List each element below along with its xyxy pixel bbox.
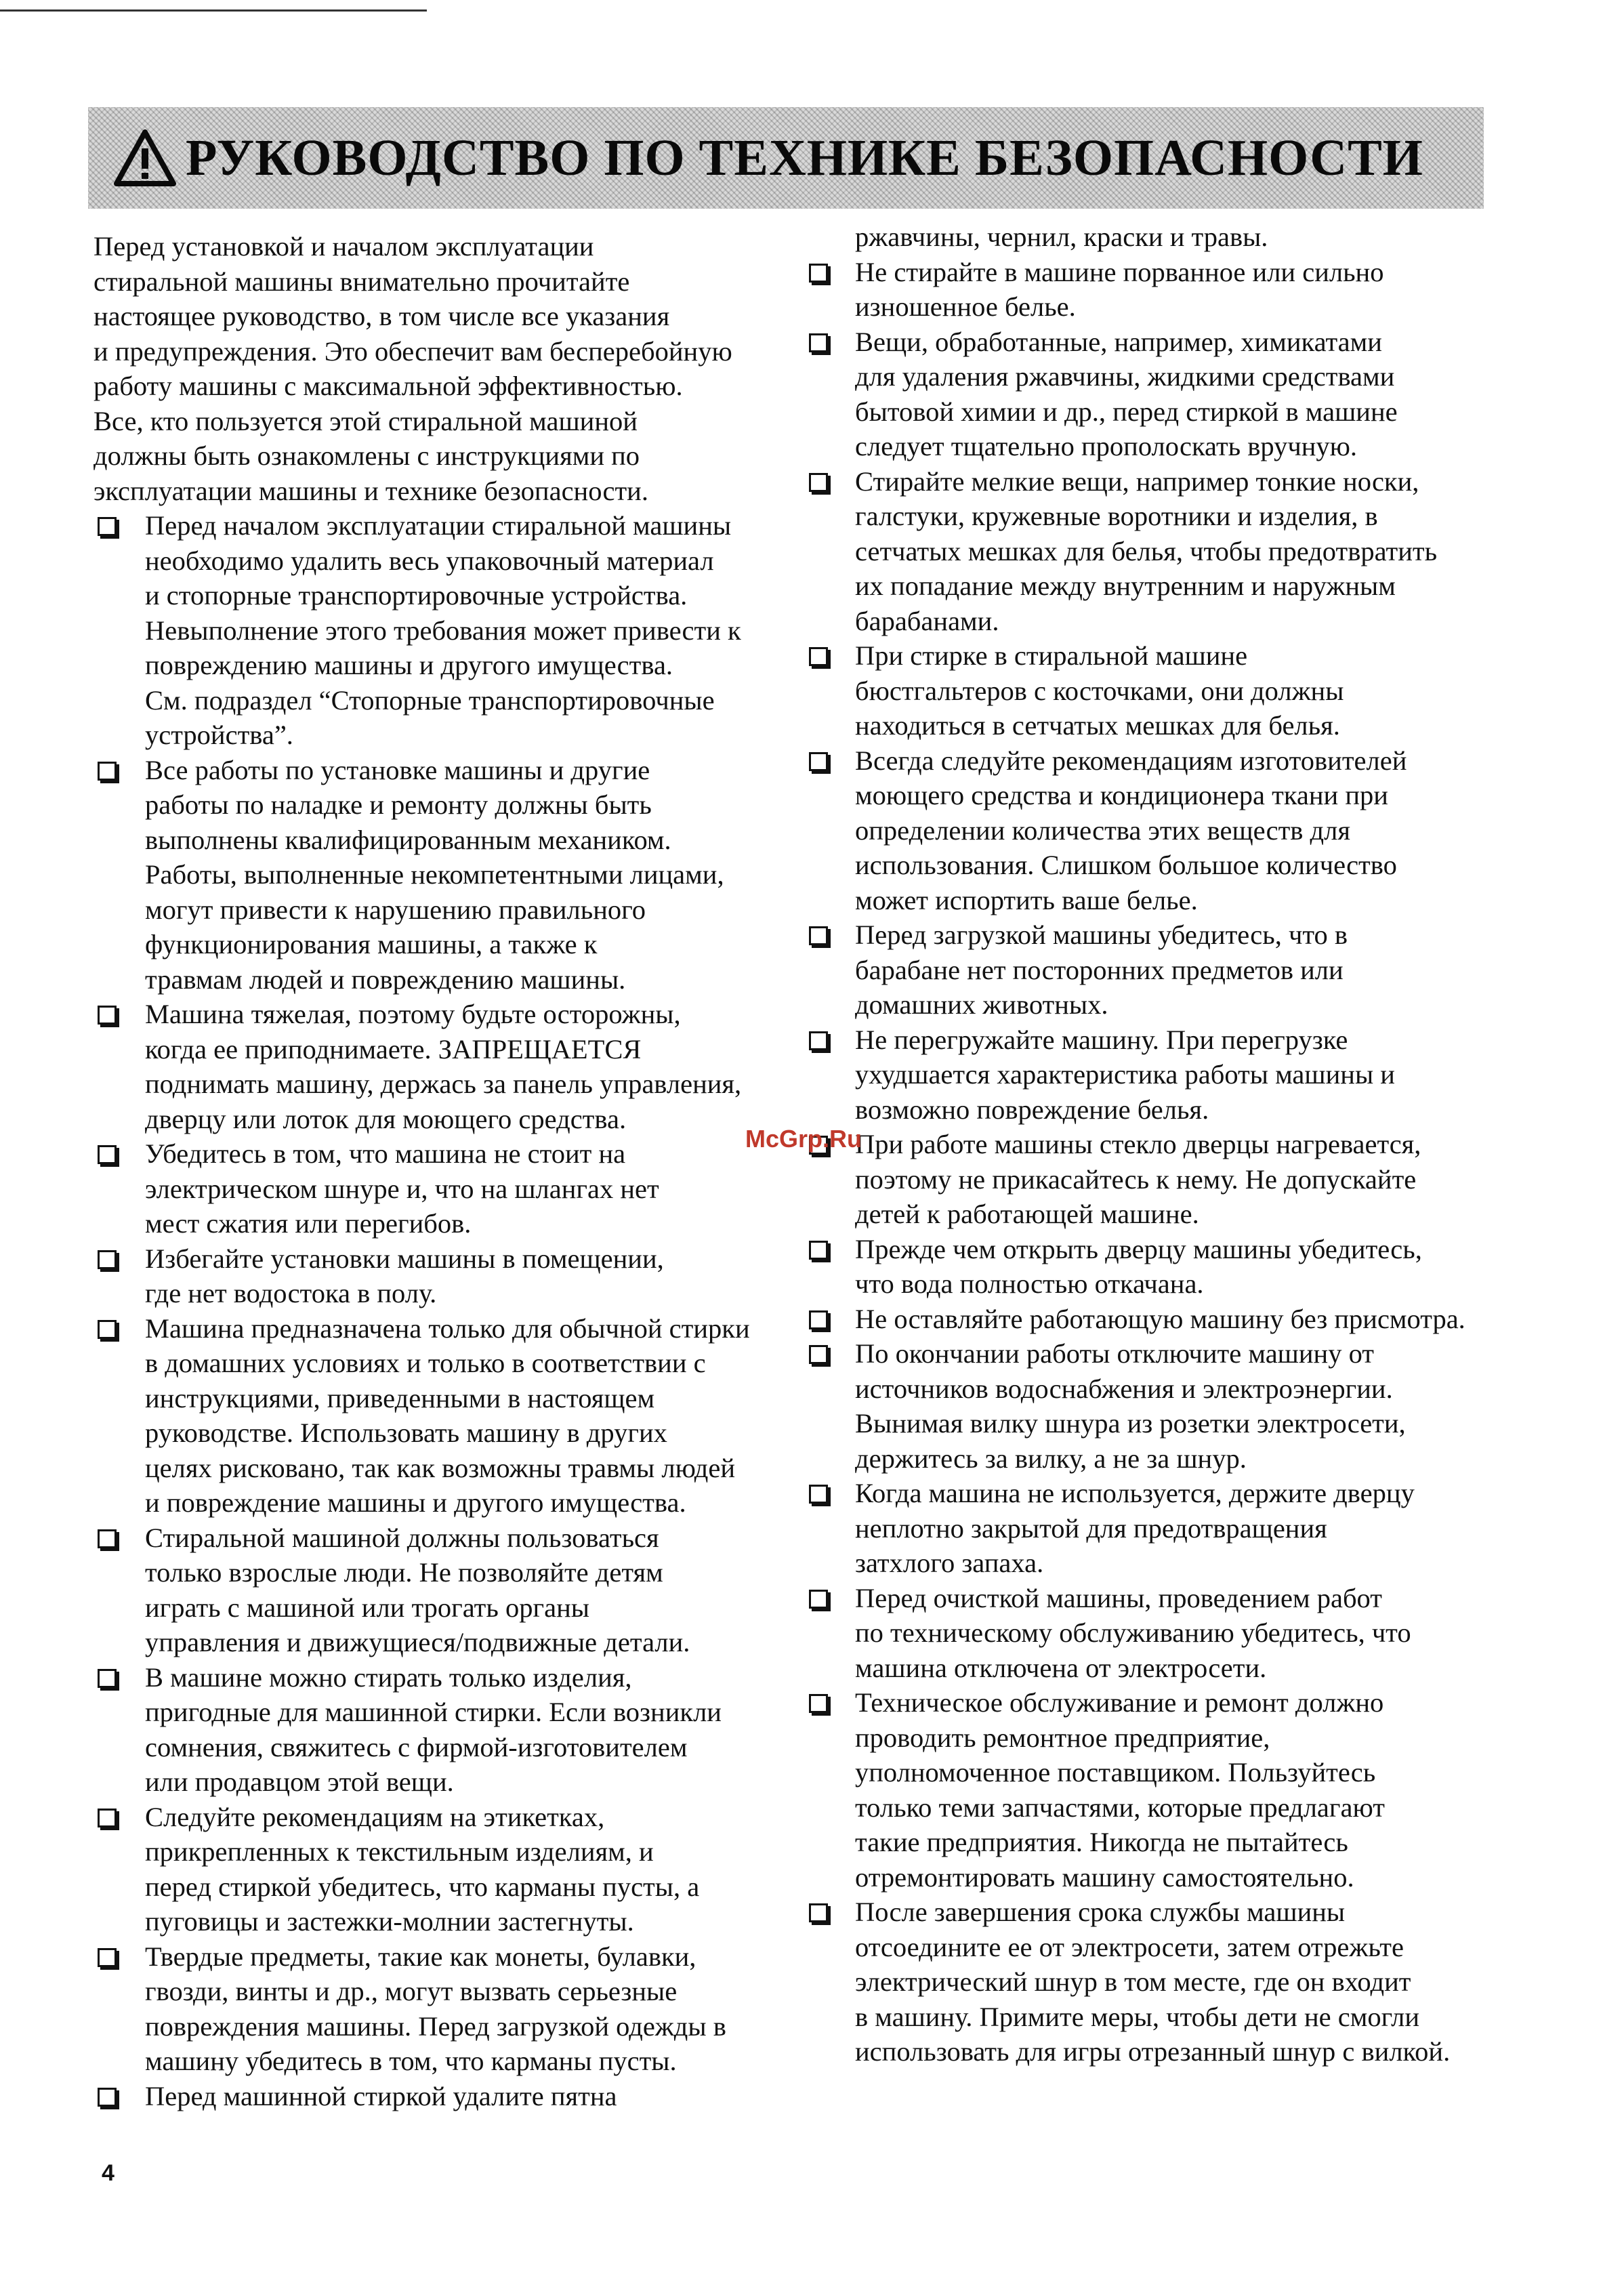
text-line: Перед началом эксплуатации стиральной машины [145,510,732,541]
text-line: находиться в сетчатых мешках для белья. [855,710,1340,741]
checkbox-bullet-icon [809,1241,828,1260]
text-line: Прежде чем открыть дверцу машины убедитесь, [855,1233,1422,1264]
text-line: Все, кто пользуется этой стиральной машиной [93,405,638,436]
text-line: Твердые предметы, такие как монеты, булавки, [145,1941,696,1972]
text-line: галстуки, кружевные воротники и изделия, в [855,501,1378,531]
checkbox-bullet-icon [98,1948,117,1967]
text-line: При стирке в стиральной машине [855,640,1248,671]
text-line: Перед очисткой машины, проведением работ [855,1582,1382,1613]
text-line: выполнены квалифицированным механиком. [145,824,671,855]
list-item [93,753,795,997]
text-line: машина отключена от электросети. [855,1652,1267,1683]
text-line: устройства”. [145,720,293,750]
list-item [805,464,1506,639]
text-line: поэтому не прикасайтесь к нему. Не допускайте [855,1163,1417,1195]
text-line: поднимать машину, держась за панель управления, [145,1069,742,1099]
right-safety-list [805,255,1506,2069]
checkbox-bullet-icon [809,1031,828,1050]
text-line: работы по наладке и ремонту должны быть [145,789,652,820]
text-line: Машина тяжелая, поэтому будьте осторожны, [145,999,681,1029]
text-line: ржавчины, чернил, краски и травы. [855,222,1268,252]
text-line: После завершения срока службы машины [855,1897,1346,1927]
text-line: необходимо удалить весь упаковочный материал [145,545,714,576]
text-line: детей к работающей машине. [855,1199,1199,1229]
text-line: моющего средства и кондиционера ткани при [855,780,1388,810]
text-line: руководстве. Использовать машину в других [145,1418,667,1448]
text-line: машину убедитесь в том, что карманы пусты. [145,2046,677,2076]
text-line: проводить ремонтное предприятие, [855,1722,1270,1753]
left-safety-list [93,508,795,2113]
text-line: затхлого запаха. [855,1548,1044,1578]
list-item [93,1939,795,2079]
text-line: эксплуатации машины и технике безопасности. [93,475,648,506]
checkbox-bullet-icon [809,752,828,771]
checkbox-bullet-icon [809,926,828,945]
checkbox-bullet-icon [809,1310,828,1329]
list-item [805,1895,1506,2069]
text-line: такие предприятия. Никогда не пытайтесь [855,1827,1348,1857]
text-line: Вещи, обработанные, например, химикатами [855,326,1382,357]
text-line: управления и движущиеся/подвижные детали. [145,1627,690,1657]
text-line: прикрепленных к текстильным изделиям, и [145,1836,654,1867]
text-line: гвозди, винты и др., могут вызвать серьезные [145,1976,678,2006]
text-line: следует тщательно прополоскать вручную. [855,431,1358,461]
text-line: и стопорные транспортировочные устройства. [145,580,688,611]
text-line: отремонтировать машину самостоятельно. [855,1861,1354,1893]
text-line: Стирайте мелкие вещи, например тонкие носки, [855,466,1419,497]
checkbox-bullet-icon [98,1669,117,1688]
text-line: ухудшается характеристика работы машины и [855,1059,1395,1090]
warning-triangle-icon [114,129,176,186]
checkbox-bullet-icon [809,1345,828,1364]
text-line: Не оставляйте работающую машину без присмотра. [855,1303,1465,1334]
checkbox-bullet-icon [809,1590,828,1609]
text-line: и предупреждения. Это обеспечит вам бесперебойную [93,335,732,367]
text-line: в домашних условиях и только в соответствии с [145,1348,706,1378]
text-line: пуговицы и застежки-молнии застегнуты. [145,1906,634,1937]
text-line: изношенное белье. [855,291,1076,322]
list-item [93,1521,795,1660]
text-line: источников водоснабжения и электроэнергии. [855,1373,1393,1404]
checkbox-bullet-icon [98,517,117,536]
text-line: работу машины с максимальной эффективностью. [93,371,683,401]
text-line: использования. Слишком большое количество [855,850,1397,880]
text-line: домашних животных. [855,989,1108,1020]
text-line: пригодные для машинной стирки. Если возникли [145,1697,722,1727]
text-line: только теми запчастями, которые предлагают [855,1792,1385,1823]
list-item [805,1302,1506,1337]
text-line: для удаления ржавчины, жидкими средствами [855,361,1395,392]
text-line: Техническое обслуживание и ремонт должно [855,1687,1384,1718]
text-line: Когда машина не используется, держите дверцу [855,1478,1415,1508]
text-line: и повреждение машины и другого имущества. [145,1487,686,1518]
text-line: целях рисковано, так как возможны травмы людей [145,1452,736,1483]
text-line: сомнения, свяжитесь с фирмой-изготовителем [145,1731,688,1762]
list-item [93,1800,795,1939]
checkbox-bullet-icon [809,264,828,283]
checkbox-bullet-icon [809,1485,828,1504]
list-item [805,917,1506,1022]
text-line: бытовой химии и др., перед стиркой в машине [855,396,1398,427]
text-line: что вода полностью откачана. [855,1268,1204,1299]
text-line: Машина предназначена только для обычной стирки [145,1313,750,1344]
text-line: настоящее руководство, в том числе все указания [93,301,670,331]
text-line: перед стиркой убедитесь, что карманы пусты, а [145,1871,700,1902]
list-item [805,1022,1506,1128]
text-line: где нет водостока в полу. [145,1278,437,1308]
list-item [805,1476,1506,1581]
text-line: Всегда следуйте рекомендациям изготовителей [855,745,1407,776]
text-line: могут привести к нарушению правильного [145,894,646,925]
checkbox-bullet-icon [809,1694,828,1713]
text-line: Вынимая вилку шнура из розетки электросети, [855,1408,1406,1439]
text-line: Работы, выполненные некомпетентными лицами, [145,859,724,890]
text-line: использовать для игры отрезанный шнур с вилкой. [855,2036,1451,2067]
text-line: Не стирайте в машине порванное или сильно [855,256,1384,287]
checkbox-bullet-icon [809,473,828,492]
text-line: по техническому обслуживанию убедитесь, что [855,1617,1411,1648]
checkbox-bullet-icon [809,1903,828,1922]
text-line: в машину. Примите меры, чтобы дети не смогли [855,2001,1420,2032]
text-line: При работе машины стекло дверцы нагревается, [855,1129,1421,1159]
text-line: играть с машиной или трогать органы [145,1592,589,1623]
right-column [805,220,1506,2069]
list-item [805,1127,1506,1232]
checkbox-bullet-icon [809,647,828,666]
text-line: Все работы по установке машины и другие [145,754,650,785]
text-line: Убедитесь в том, что машина не стоит на [145,1138,626,1169]
page-title: РУКОВОДСТВО ПО ТЕХНИКЕ БЕЗОПАСНОСТИ [186,129,1423,186]
checkbox-bullet-icon [98,762,117,781]
text-line: повреждению машины и другого имущества. [145,650,673,680]
checkbox-bullet-icon [98,1250,117,1269]
list-item [805,1336,1506,1476]
text-line: только взрослые люди. Не позволяйте детям [145,1557,663,1588]
text-line: электрический шнур в том месте, где он входит [855,1966,1411,1997]
list-item [93,1660,795,1800]
list-item [93,1241,795,1311]
list-item [805,743,1506,918]
list-item [805,255,1506,325]
list-item [805,638,1506,743]
text-line: держитесь за вилку, а не за шнур. [855,1443,1247,1474]
text-line: травмам людей и повреждению машины. [145,964,626,995]
text-line: По окончании работы отключите машину от [855,1338,1374,1369]
continued-text [805,220,1506,255]
checkbox-bullet-icon [98,1006,117,1025]
text-line: В машине можно стирать только изделия, [145,1661,632,1693]
text-line: Перед загрузкой машины убедитесь, что в [855,920,1348,950]
text-line: См. подраздел “Стопорные транспортировочные [145,684,715,716]
left-column [93,229,795,2113]
list-item [805,1685,1506,1895]
list-item [93,997,795,1136]
text-line: отсоедините ее от электросети, затем отрежьте [855,1931,1404,1962]
text-line: повреждения машины. Перед загрузкой одежды в [145,2010,726,2042]
text-line: Перед установкой и началом эксплуатации [93,231,594,262]
checkbox-bullet-icon [98,1809,117,1827]
text-line: сетчатых мешках для белья, чтобы предотвратить [855,535,1438,566]
title-band [88,107,1484,209]
checkbox-bullet-icon [98,1529,117,1548]
checkbox-bullet-icon [98,1320,117,1339]
text-line: дверцу или лоток для моющего средства. [145,1103,627,1134]
text-line: инструкциями, приведенными в настоящем [145,1382,655,1413]
checkbox-bullet-icon [98,2088,117,2107]
text-line: мест сжатия или перегибов. [145,1208,472,1239]
text-line: когда ее приподнимаете. ЗАПРЕЩАЕТСЯ [145,1033,642,1065]
text-line: функционирования машины, а также к [145,929,598,959]
page-number: 4 [102,2160,114,2186]
text-line: или продавцом этой вещи. [145,1767,454,1797]
intro-paragraph [93,229,795,508]
list-item [93,1311,795,1521]
text-line: Перед машинной стиркой удалите пятна [145,2080,617,2111]
checkbox-bullet-icon [98,1145,117,1164]
watermark: McGrp.Ru [745,1125,862,1153]
text-line: Стиральной машиной должны пользоваться [145,1522,659,1553]
list-item [93,2079,795,2114]
text-line: уполномоченное поставщиком. Пользуйтесь [855,1757,1376,1788]
text-line: неплотно закрытой для предотвращения [855,1512,1327,1544]
checkbox-bullet-icon [809,333,828,352]
list-item [93,1136,795,1241]
list-item [805,1232,1506,1302]
text-line: стиральной машины внимательно прочитайте [93,266,630,297]
text-line: электрическом шнуре и, что на шлангах нет [145,1173,659,1204]
list-item [805,1581,1506,1686]
list-item [93,508,795,753]
text-line: должны быть ознакомлены с инструкциями по [93,440,640,471]
text-line: Следуйте рекомендациям на этикетках, [145,1801,605,1832]
text-line: Не перегружайте машину. При перегрузке [855,1024,1348,1055]
text-line: барабанами. [855,605,999,636]
text-line: барабане нет посторонних предметов или [855,954,1344,985]
list-item [805,325,1506,464]
text-line: бюстгальтеров с косточками, они должны [855,675,1344,706]
text-line: Избегайте установки машины в помещении, [145,1243,664,1274]
text-line: определении количества этих веществ для [855,814,1350,846]
text-line: Невыполнение этого требования может привести к [145,615,741,646]
text-line: возможно повреждение белья. [855,1094,1209,1125]
top-rule [0,9,427,12]
text-line: их попадание между внутренним и наружным [855,571,1396,601]
text-line: может испортить ваше белье. [855,884,1198,915]
